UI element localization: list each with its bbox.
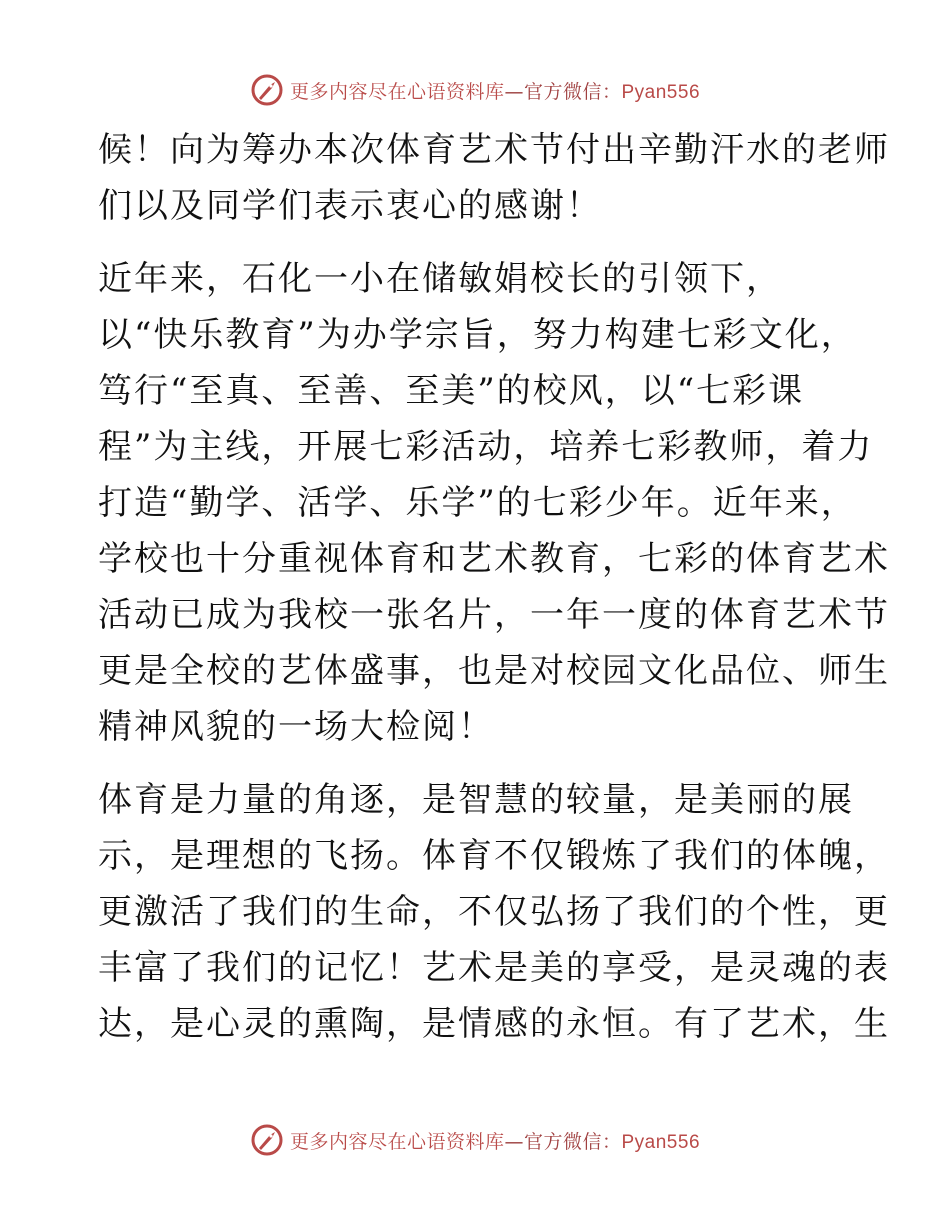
text-line: 达，是心灵的熏陶，是情感的永恒。有了艺术，生	[98, 1004, 890, 1044]
text-line: 以“快乐教育”为办学宗旨，努力构建七彩文化，	[98, 315, 857, 355]
text-line: 更是全校的艺体盛事，也是对校园文化品位、师生	[98, 651, 890, 691]
watermark-account: Pyan556	[621, 1131, 701, 1153]
text-line: 活动已成为我校一张名片，一年一度的体育艺术节	[98, 595, 890, 635]
paragraph	[98, 772, 890, 1052]
watermark-label: 官方微信：	[523, 1130, 622, 1153]
paragraph	[98, 251, 890, 755]
text-line: 丰富了我们的记忆！艺术是美的享受，是灵魂的表	[98, 948, 890, 988]
text-line: 笃行“至真、至善、至美”的校风，以“七彩课	[98, 371, 805, 411]
pen-nib-icon	[250, 1123, 284, 1157]
text-line: 近年来，石化一小在储敏娟校长的引领下，	[98, 259, 782, 299]
text-line: 候！向为筹办本次体育艺术节付出辛勤汗水的老师	[98, 130, 890, 170]
text-line: 精神风貌的一场大检阅！	[98, 707, 494, 747]
footer-watermark	[0, 1120, 950, 1160]
watermark-main: 更多内容尽在心语资料库	[289, 1130, 505, 1153]
text-line: 打造“勤学、活学、乐学”的七彩少年。近年来，	[98, 483, 857, 523]
pen-nib-icon	[250, 73, 284, 107]
text-line: 体育是力量的角逐，是智慧的较量，是美丽的展	[98, 780, 854, 820]
watermark-dash: —	[504, 80, 524, 103]
text-line: 们以及同学们表示衷心的感谢！	[98, 186, 602, 226]
paragraph	[98, 122, 890, 234]
header-watermark	[0, 70, 950, 110]
watermark-main: 更多内容尽在心语资料库	[289, 80, 505, 103]
text-line: 示，是理想的飞扬。体育不仅锻炼了我们的体魄，	[98, 836, 890, 876]
watermark-text	[290, 77, 700, 104]
document-body	[98, 122, 890, 1052]
text-line: 程”为主线，开展七彩活动，培养七彩教师，着力	[98, 427, 874, 467]
watermark-text	[290, 1127, 700, 1154]
watermark-label: 官方微信：	[523, 80, 622, 103]
text-line: 学校也十分重视体育和艺术教育，七彩的体育艺术	[98, 539, 890, 579]
text-line: 更激活了我们的生命，不仅弘扬了我们的个性，更	[98, 892, 890, 932]
watermark-dash: —	[504, 1130, 524, 1153]
watermark-account: Pyan556	[621, 81, 701, 103]
